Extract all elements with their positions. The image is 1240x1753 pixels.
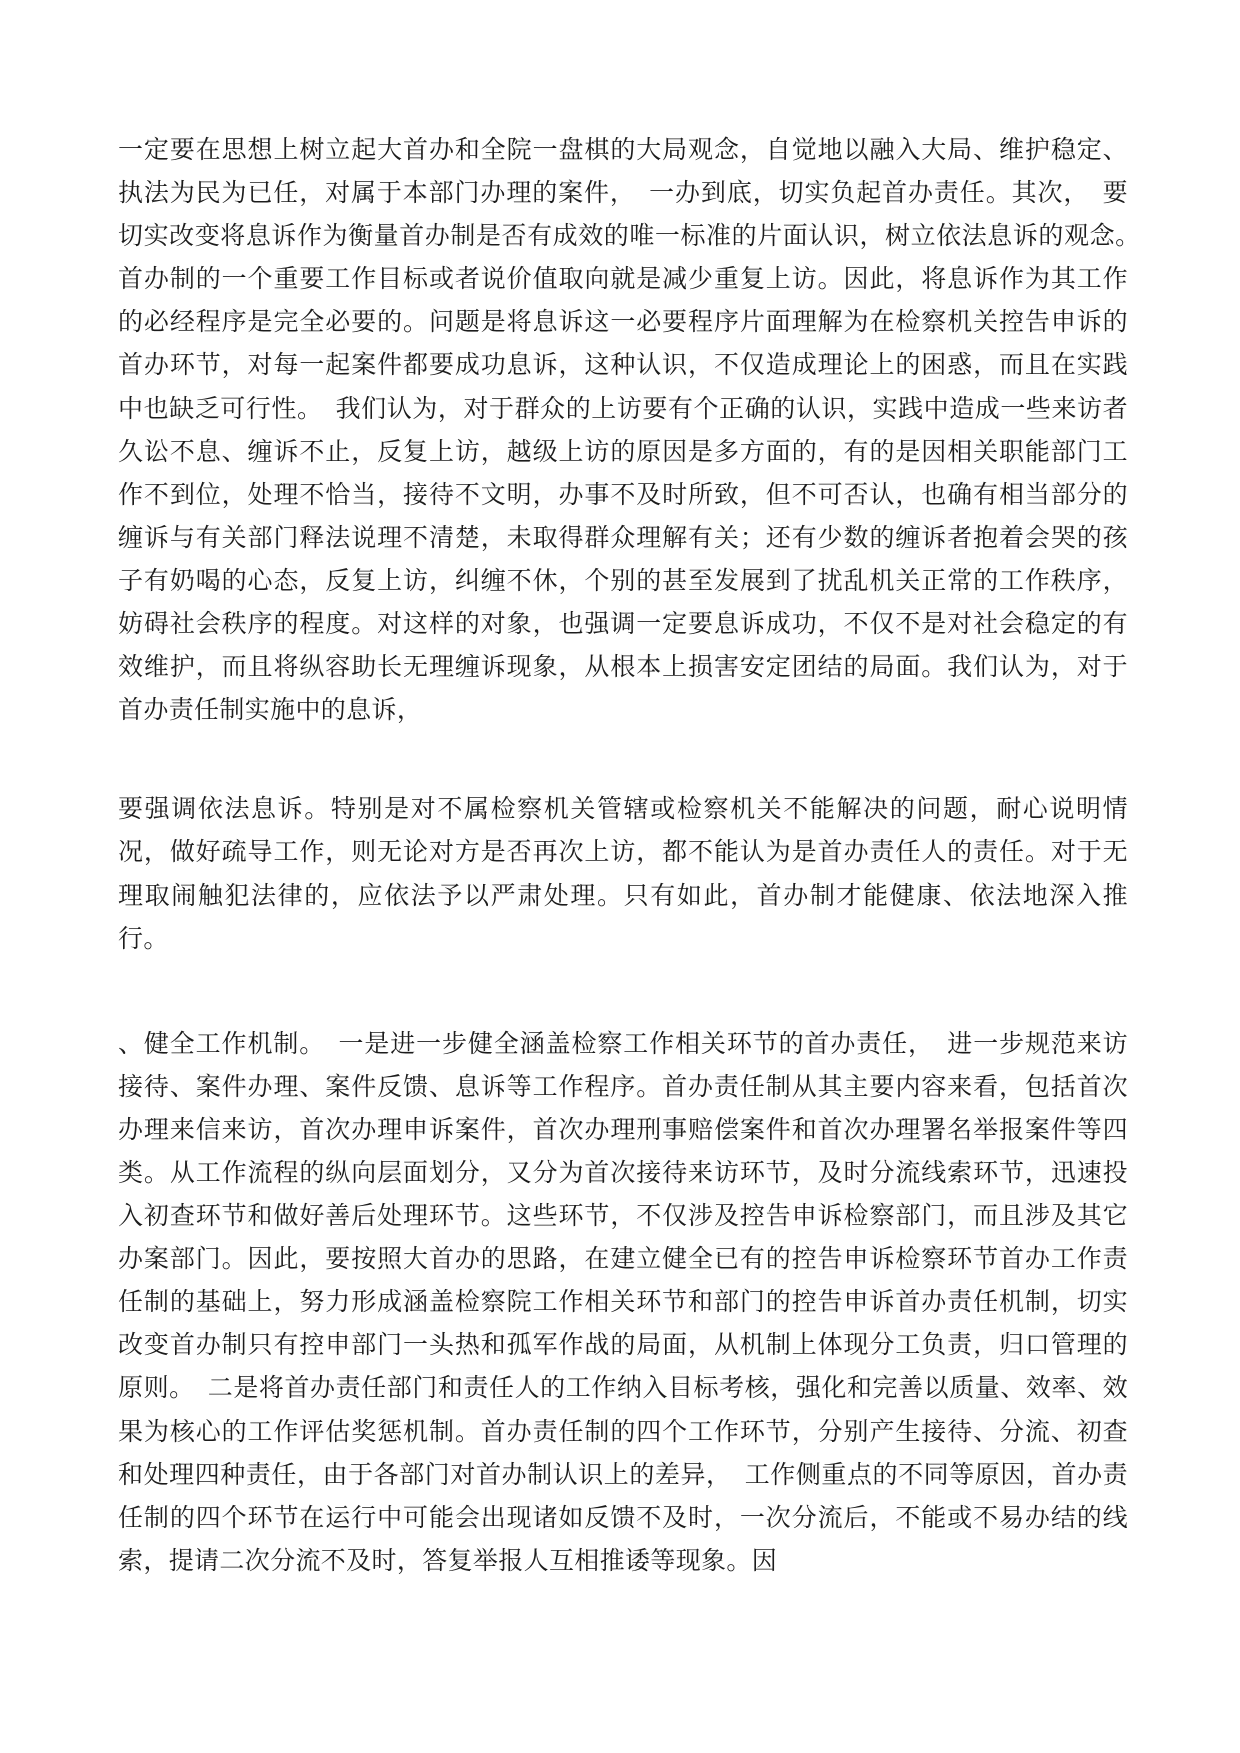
body-paragraph-3: 、健全工作机制。 一是进一步健全涵盖检察工作相关环节的首办责任， 进一步规范来访接待、案件办理、案件反馈、息诉等工作程序。首办责任制从其主要内容来看，包括首次办理来信来访，首次办理申诉案件，首次办理刑事赔偿案件和首次办理署名举报案件等四类。从工作流程的纵向层面划分，又分为首次接待来访环节，及时分流线索环节，迅速投入初查环节和做好善后处理环节。这些环节，不仅涉及控告申诉检察部门，而且涉及其它办案部门。因此，要按照大首办的思路，在建立健全已有的控告申诉检察环节首办工作责任制的基础上，努力形成涵盖检察院工作相关环节和部门的控告申诉首办责任机制，切实改变首办制只有控申部门一头热和孤军作战的局面，从机制上体现分工负责，归口管理的原则。 二是将首办责任部门和责任人的工作纳入目标考核，强化和完善以质量、效率、效果为核心的工作评估奖惩机制。首办责任制的四个工作环节，分别产生接待、分流、初查和处理四种责任，由于各部门对首办制认识上的差异， 工作侧重点的不同等原因，首办责任制的四个环节在运行中可能会出现诸如反馈不及时，一次分流后，不能或不易办结的线索，提请二次分流不及时，答复举报人互相推诿等现象。因 bbox=[118, 1028, 1128, 1575]
document-page bbox=[118, 128, 1154, 1582]
body-paragraph-1: 一定要在思想上树立起大首办和全院一盘棋的大局观念，自觉地以融入大局、维护稳定、执法为民为已任，对属于本部门办理的案件， 一办到底，切实负起首办责任。其次， 要切实改变将息诉作为衡量首办制是否有成效的唯一标准的片面认识，树立依法息诉的观念。 首办制的一个重要工作目标或者说价值取向就是减少重复上访。因此，将息诉作为其工作的必经程序是完全必要的。问题是将息诉这一必要程序片面理解为在检察机关控告申诉的首办环节，对每一起案件都要成功息诉，这种认识，不仅造成理论上的困惑，而且在实践中也缺乏可行性。 我们认为，对于群众的上访要有个正确的认识，实践中造成一些来访者久讼不息、缠诉不止，反复上访，越级上访的原因是多方面的，有的是因相关职能部门工作不到位，处理不恰当，接待不文明，办事不及时所致，但不可否认，也确有相当部分的缠诉与有关部门释法说理不清楚，未取得群众理解有关；还有少数的缠诉者抱着会哭的孩子有奶喝的心态，反复上访，纠缠不休，个别的甚至发展到了扰乱机关正常的工作秩序，妨碍社会秩序的程度。对这样的对象，也强调一定要息诉成功，不仅不是对社会稳定的有效维护，而且将纵容助长无理缠诉现象，从根本上损害安定团结的局面。我们认为，对于首办责任制实施中的息诉， bbox=[118, 135, 1154, 725]
body-paragraph-2: 要强调依法息诉。特别是对不属检察机关管辖或检察机关不能解决的问题，耐心说明情况，做好疏导工作，则无论对方是否再次上访，都不能认为是首办责任人的责任。对于无理取闹触犯法律的，应依法予以严肃处理。只有如此，首办制才能健康、依法地深入推行。 bbox=[118, 794, 1128, 953]
